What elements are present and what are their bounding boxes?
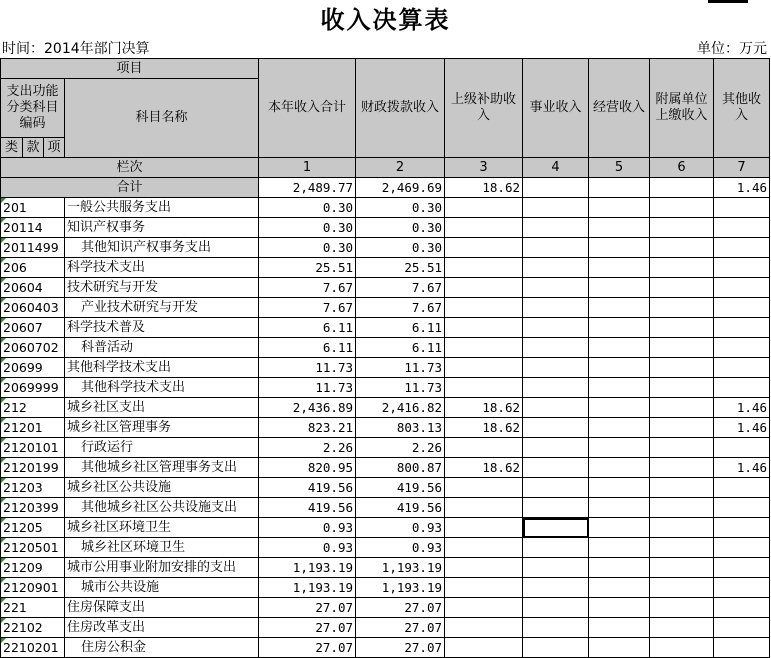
value-cell[interactable] (714, 358, 770, 378)
value-cell[interactable] (589, 518, 650, 538)
subject-code-cell[interactable]: 221 (1, 598, 65, 618)
value-cell[interactable] (650, 558, 714, 578)
value-cell[interactable]: 419.56 (259, 498, 356, 518)
value-cell[interactable] (714, 618, 770, 638)
value-cell[interactable] (523, 598, 589, 618)
subject-code-cell[interactable]: 2120501 (1, 538, 65, 558)
value-cell[interactable] (445, 278, 523, 298)
value-cell[interactable] (650, 598, 714, 618)
value-cell[interactable] (714, 478, 770, 498)
table-row[interactable] (1, 518, 770, 538)
total-label[interactable]: 合计 (1, 178, 259, 198)
total-cell[interactable]: 1.46 (714, 178, 770, 198)
value-cell[interactable]: 27.07 (259, 638, 356, 658)
col-num-3[interactable]: 3 (445, 158, 523, 178)
value-cell[interactable] (445, 198, 523, 218)
value-cell[interactable] (523, 418, 589, 438)
subject-code-cell[interactable]: 2120101 (1, 438, 65, 458)
value-cell[interactable] (589, 378, 650, 398)
value-cell[interactable]: 1,193.19 (356, 578, 445, 598)
value-cell[interactable] (650, 278, 714, 298)
value-cell[interactable]: 27.07 (356, 598, 445, 618)
table-row[interactable] (1, 598, 770, 618)
header-col-4[interactable]: 事业收入 (523, 59, 589, 158)
value-cell[interactable] (714, 298, 770, 318)
value-cell[interactable]: 0.30 (356, 218, 445, 238)
subject-code-cell[interactable]: 206 (1, 258, 65, 278)
value-cell[interactable] (650, 638, 714, 658)
value-cell[interactable] (523, 458, 589, 478)
value-cell[interactable] (650, 578, 714, 598)
value-cell[interactable] (523, 258, 589, 278)
sheet-title: 收入决算表 (320, 6, 451, 34)
value-cell[interactable]: 0.93 (259, 538, 356, 558)
subject-name-cell[interactable]: 一般公共服务支出 (65, 198, 259, 218)
value-cell[interactable]: 25.51 (259, 258, 356, 278)
subject-code-cell[interactable]: 2120199 (1, 458, 65, 478)
col-num-7[interactable]: 7 (714, 158, 770, 178)
header-col-5[interactable]: 经营收入 (589, 59, 650, 158)
value-cell[interactable]: 803.13 (356, 418, 445, 438)
subject-name-cell[interactable]: 城市公共设施 (65, 578, 259, 598)
value-cell[interactable]: 0.30 (356, 198, 445, 218)
subject-code-cell[interactable]: 21203 (1, 478, 65, 498)
col-num-1[interactable]: 1 (259, 158, 356, 178)
value-cell[interactable] (589, 258, 650, 278)
value-cell[interactable] (589, 618, 650, 638)
value-cell[interactable]: 27.07 (356, 638, 445, 658)
col-num-6[interactable]: 6 (650, 158, 714, 178)
value-cell[interactable] (445, 578, 523, 598)
table-row[interactable] (1, 638, 770, 658)
table-row[interactable] (1, 478, 770, 498)
value-cell[interactable]: 6.11 (356, 338, 445, 358)
value-cell[interactable]: 823.21 (259, 418, 356, 438)
value-cell[interactable] (714, 258, 770, 278)
table-row[interactable] (1, 198, 770, 218)
value-cell[interactable] (589, 278, 650, 298)
header-item[interactable]: 项目 (1, 59, 259, 79)
value-cell[interactable]: 7.67 (259, 278, 356, 298)
value-cell[interactable] (714, 638, 770, 658)
value-cell[interactable] (589, 578, 650, 598)
value-cell[interactable]: 11.73 (259, 358, 356, 378)
value-cell[interactable] (589, 198, 650, 218)
value-cell[interactable] (650, 338, 714, 358)
table-row[interactable] (1, 318, 770, 338)
value-cell[interactable] (445, 238, 523, 258)
subject-code-cell[interactable]: 20114 (1, 218, 65, 238)
value-cell[interactable] (523, 298, 589, 318)
value-cell[interactable] (523, 438, 589, 458)
value-cell[interactable] (589, 238, 650, 258)
subject-name-cell[interactable]: 行政运行 (65, 438, 259, 458)
table-header (1, 59, 770, 198)
table-row[interactable] (1, 498, 770, 518)
value-cell[interactable] (650, 478, 714, 498)
table-row[interactable] (1, 358, 770, 378)
value-cell[interactable] (523, 358, 589, 378)
value-cell[interactable]: 1,193.19 (259, 578, 356, 598)
value-cell[interactable]: 25.51 (356, 258, 445, 278)
value-cell[interactable]: 1.46 (714, 458, 770, 478)
subject-name-cell[interactable]: 其他科学技术支出 (65, 378, 259, 398)
subject-name-cell[interactable]: 其他知识产权事务支出 (65, 238, 259, 258)
subject-code-cell[interactable]: 2120399 (1, 498, 65, 518)
value-cell[interactable] (445, 618, 523, 638)
value-cell[interactable] (589, 538, 650, 558)
subject-name-cell[interactable]: 城乡社区环境卫生 (65, 518, 259, 538)
value-cell[interactable]: 1,193.19 (259, 558, 356, 578)
value-cell[interactable]: 0.30 (259, 198, 356, 218)
value-cell[interactable] (523, 278, 589, 298)
value-cell[interactable] (714, 558, 770, 578)
value-cell[interactable] (650, 238, 714, 258)
value-cell[interactable]: 6.11 (259, 338, 356, 358)
value-cell[interactable]: 0.93 (356, 538, 445, 558)
value-cell[interactable]: 0.30 (259, 218, 356, 238)
value-cell[interactable] (523, 638, 589, 658)
value-cell[interactable] (589, 458, 650, 478)
value-cell[interactable] (445, 438, 523, 458)
table-row[interactable] (1, 418, 770, 438)
value-cell[interactable]: 800.87 (356, 458, 445, 478)
value-cell[interactable] (523, 378, 589, 398)
value-cell[interactable]: 0.93 (259, 518, 356, 538)
total-cell[interactable]: 2,489.77 (259, 178, 356, 198)
value-cell[interactable] (589, 358, 650, 378)
header-name[interactable]: 科目名称 (65, 79, 259, 158)
subject-name-cell[interactable]: 产业技术研究与开发 (65, 298, 259, 318)
table-row[interactable] (1, 238, 770, 258)
subject-code-cell[interactable]: 2011499 (1, 238, 65, 258)
subject-name-cell[interactable]: 城乡社区公共设施 (65, 478, 259, 498)
total-cell[interactable] (589, 178, 650, 198)
value-cell[interactable]: 419.56 (356, 478, 445, 498)
subject-code-cell[interactable]: 21201 (1, 418, 65, 438)
subject-name-cell[interactable]: 科学技术支出 (65, 258, 259, 278)
value-cell[interactable] (714, 218, 770, 238)
table-row[interactable] (1, 338, 770, 358)
value-cell[interactable] (650, 218, 714, 238)
subject-code-cell[interactable]: 20604 (1, 278, 65, 298)
subject-code-cell[interactable]: 21205 (1, 518, 65, 538)
value-cell[interactable] (523, 558, 589, 578)
value-cell[interactable] (714, 438, 770, 458)
subject-name-cell[interactable]: 其他城乡社区公共设施支出 (65, 498, 259, 518)
subject-name-cell[interactable]: 其他城乡社区管理事务支出 (65, 458, 259, 478)
value-cell[interactable]: 820.95 (259, 458, 356, 478)
total-cell[interactable] (523, 178, 589, 198)
subject-code-cell[interactable]: 201 (1, 198, 65, 218)
value-cell[interactable]: 2,416.82 (356, 398, 445, 418)
value-cell[interactable]: 0.30 (259, 238, 356, 258)
value-cell[interactable] (523, 578, 589, 598)
table-row[interactable] (1, 558, 770, 578)
value-cell[interactable]: 7.67 (356, 278, 445, 298)
value-cell[interactable]: 27.07 (356, 618, 445, 638)
value-cell[interactable] (650, 618, 714, 638)
value-cell[interactable] (523, 218, 589, 238)
value-cell[interactable] (523, 338, 589, 358)
value-cell[interactable] (650, 358, 714, 378)
header-col-1[interactable]: 本年收入合计 (259, 59, 356, 158)
table-row[interactable] (1, 578, 770, 598)
value-cell[interactable] (523, 518, 589, 538)
subject-code-cell[interactable]: 2069999 (1, 378, 65, 398)
total-cell[interactable] (650, 178, 714, 198)
value-cell[interactable] (650, 538, 714, 558)
total-cell[interactable]: 2,469.69 (356, 178, 445, 198)
value-cell[interactable] (445, 558, 523, 578)
value-cell[interactable] (589, 318, 650, 338)
header-code-group[interactable]: 支出功能分类科目编码 (1, 79, 65, 138)
value-cell[interactable] (714, 498, 770, 518)
subject-code-cell[interactable]: 2210201 (1, 638, 65, 658)
col-num-2[interactable]: 2 (356, 158, 445, 178)
value-cell[interactable] (714, 198, 770, 218)
header-kuan[interactable]: 款 (23, 138, 44, 158)
value-cell[interactable] (714, 598, 770, 618)
table-row[interactable] (1, 398, 770, 418)
value-cell[interactable]: 7.67 (356, 298, 445, 318)
value-cell[interactable] (445, 638, 523, 658)
value-cell[interactable] (445, 358, 523, 378)
value-cell[interactable] (650, 198, 714, 218)
value-cell[interactable] (589, 638, 650, 658)
value-cell[interactable]: 419.56 (259, 478, 356, 498)
value-cell[interactable] (523, 478, 589, 498)
value-cell[interactable]: 1.46 (714, 398, 770, 418)
value-cell[interactable] (589, 398, 650, 418)
value-cell[interactable]: 27.07 (259, 598, 356, 618)
value-cell[interactable] (445, 498, 523, 518)
value-cell[interactable]: 6.11 (259, 318, 356, 338)
value-cell[interactable] (650, 378, 714, 398)
value-cell[interactable]: 2.26 (259, 438, 356, 458)
header-col-7[interactable]: 其他收入 (714, 59, 770, 158)
value-cell[interactable] (523, 198, 589, 218)
header-col-6[interactable]: 附属单位上缴收入 (650, 59, 714, 158)
value-cell[interactable] (523, 238, 589, 258)
period-label: 时间：2014年部门决算 (2, 41, 150, 57)
value-cell[interactable]: 0.30 (356, 238, 445, 258)
subject-code-cell[interactable]: 21209 (1, 558, 65, 578)
table-row[interactable] (1, 458, 770, 478)
value-cell[interactable]: 7.67 (259, 298, 356, 318)
subject-code-cell[interactable]: 20699 (1, 358, 65, 378)
value-cell[interactable] (445, 298, 523, 318)
table-row[interactable] (1, 298, 770, 318)
value-cell[interactable] (523, 538, 589, 558)
value-cell[interactable]: 18.62 (445, 398, 523, 418)
value-cell[interactable] (650, 318, 714, 338)
value-cell[interactable] (650, 398, 714, 418)
value-cell[interactable]: 1.46 (714, 418, 770, 438)
value-cell[interactable] (589, 478, 650, 498)
subject-code-cell[interactable]: 2120901 (1, 578, 65, 598)
table-row[interactable] (1, 278, 770, 298)
value-cell[interactable] (445, 318, 523, 338)
value-cell[interactable] (589, 558, 650, 578)
value-cell[interactable]: 18.62 (445, 458, 523, 478)
value-cell[interactable] (589, 218, 650, 238)
value-cell[interactable]: 419.56 (356, 498, 445, 518)
value-cell[interactable] (589, 598, 650, 618)
value-cell[interactable] (523, 618, 589, 638)
value-cell[interactable] (589, 418, 650, 438)
table-body (1, 198, 770, 658)
value-cell[interactable]: 27.07 (259, 618, 356, 638)
value-cell[interactable] (650, 438, 714, 458)
value-cell[interactable] (523, 398, 589, 418)
value-cell[interactable] (445, 518, 523, 538)
table-row[interactable] (1, 378, 770, 398)
value-cell[interactable] (650, 498, 714, 518)
table-row[interactable] (1, 538, 770, 558)
value-cell[interactable] (523, 318, 589, 338)
subject-code-cell[interactable]: 22102 (1, 618, 65, 638)
value-cell[interactable] (650, 258, 714, 278)
subject-name-cell[interactable]: 科普活动 (65, 338, 259, 358)
value-cell[interactable] (714, 378, 770, 398)
table-row[interactable] (1, 618, 770, 638)
subject-name-cell[interactable]: 住房公积金 (65, 638, 259, 658)
value-cell[interactable]: 6.11 (356, 318, 445, 338)
subject-code-cell[interactable]: 2060702 (1, 338, 65, 358)
subject-name-cell[interactable]: 城乡社区环境卫生 (65, 538, 259, 558)
col-num-4[interactable]: 4 (523, 158, 589, 178)
subject-name-cell[interactable]: 科学技术普及 (65, 318, 259, 338)
value-cell[interactable] (714, 578, 770, 598)
table-row[interactable] (1, 218, 770, 238)
header-col-2[interactable]: 财政拨款收入 (356, 59, 445, 158)
subject-name-cell[interactable]: 住房改革支出 (65, 618, 259, 638)
table-row[interactable] (1, 438, 770, 458)
value-cell[interactable]: 11.73 (356, 378, 445, 398)
value-cell[interactable]: 18.62 (445, 418, 523, 438)
subject-name-cell[interactable]: 城乡社区支出 (65, 398, 259, 418)
value-cell[interactable] (445, 538, 523, 558)
header-lei[interactable]: 类 (1, 138, 23, 158)
value-cell[interactable] (589, 298, 650, 318)
value-cell[interactable] (445, 258, 523, 278)
subject-name-cell[interactable]: 其他科学技术支出 (65, 358, 259, 378)
value-cell[interactable] (714, 538, 770, 558)
value-cell[interactable] (445, 218, 523, 238)
value-cell[interactable]: 2,436.89 (259, 398, 356, 418)
value-cell[interactable] (714, 318, 770, 338)
subject-code-cell[interactable]: 20607 (1, 318, 65, 338)
value-cell[interactable] (650, 518, 714, 538)
col-num-5[interactable]: 5 (589, 158, 650, 178)
value-cell[interactable] (714, 278, 770, 298)
value-cell[interactable]: 11.73 (356, 358, 445, 378)
unit-label: 单位：万元 (697, 41, 767, 57)
value-cell[interactable] (714, 238, 770, 258)
income-table (0, 58, 770, 658)
header-xiang[interactable]: 项 (44, 138, 65, 158)
value-cell[interactable] (445, 378, 523, 398)
table-row[interactable] (1, 258, 770, 278)
subject-code-cell[interactable]: 2060403 (1, 298, 65, 318)
value-cell[interactable] (714, 518, 770, 538)
value-cell[interactable] (650, 418, 714, 438)
value-cell[interactable] (650, 298, 714, 318)
subject-name-cell[interactable]: 城市公用事业附加安排的支出 (65, 558, 259, 578)
subject-name-cell[interactable]: 知识产权事务 (65, 218, 259, 238)
value-cell[interactable] (589, 338, 650, 358)
value-cell[interactable] (523, 498, 589, 518)
value-cell[interactable]: 2.26 (356, 438, 445, 458)
value-cell[interactable]: 11.73 (259, 378, 356, 398)
value-cell[interactable] (445, 338, 523, 358)
total-cell[interactable]: 18.62 (445, 178, 523, 198)
subject-code-cell[interactable]: 212 (1, 398, 65, 418)
header-lanci[interactable]: 栏次 (1, 158, 259, 178)
value-cell[interactable] (650, 458, 714, 478)
header-col-3[interactable]: 上级补助收入 (445, 59, 523, 158)
value-cell[interactable]: 1,193.19 (356, 558, 445, 578)
subject-name-cell[interactable]: 城乡社区管理事务 (65, 418, 259, 438)
value-cell[interactable] (589, 498, 650, 518)
subject-name-cell[interactable]: 住房保障支出 (65, 598, 259, 618)
subject-name-cell[interactable]: 技术研究与开发 (65, 278, 259, 298)
value-cell[interactable] (589, 438, 650, 458)
value-cell[interactable] (714, 338, 770, 358)
value-cell[interactable] (445, 478, 523, 498)
value-cell[interactable]: 0.93 (356, 518, 445, 538)
value-cell[interactable] (445, 598, 523, 618)
